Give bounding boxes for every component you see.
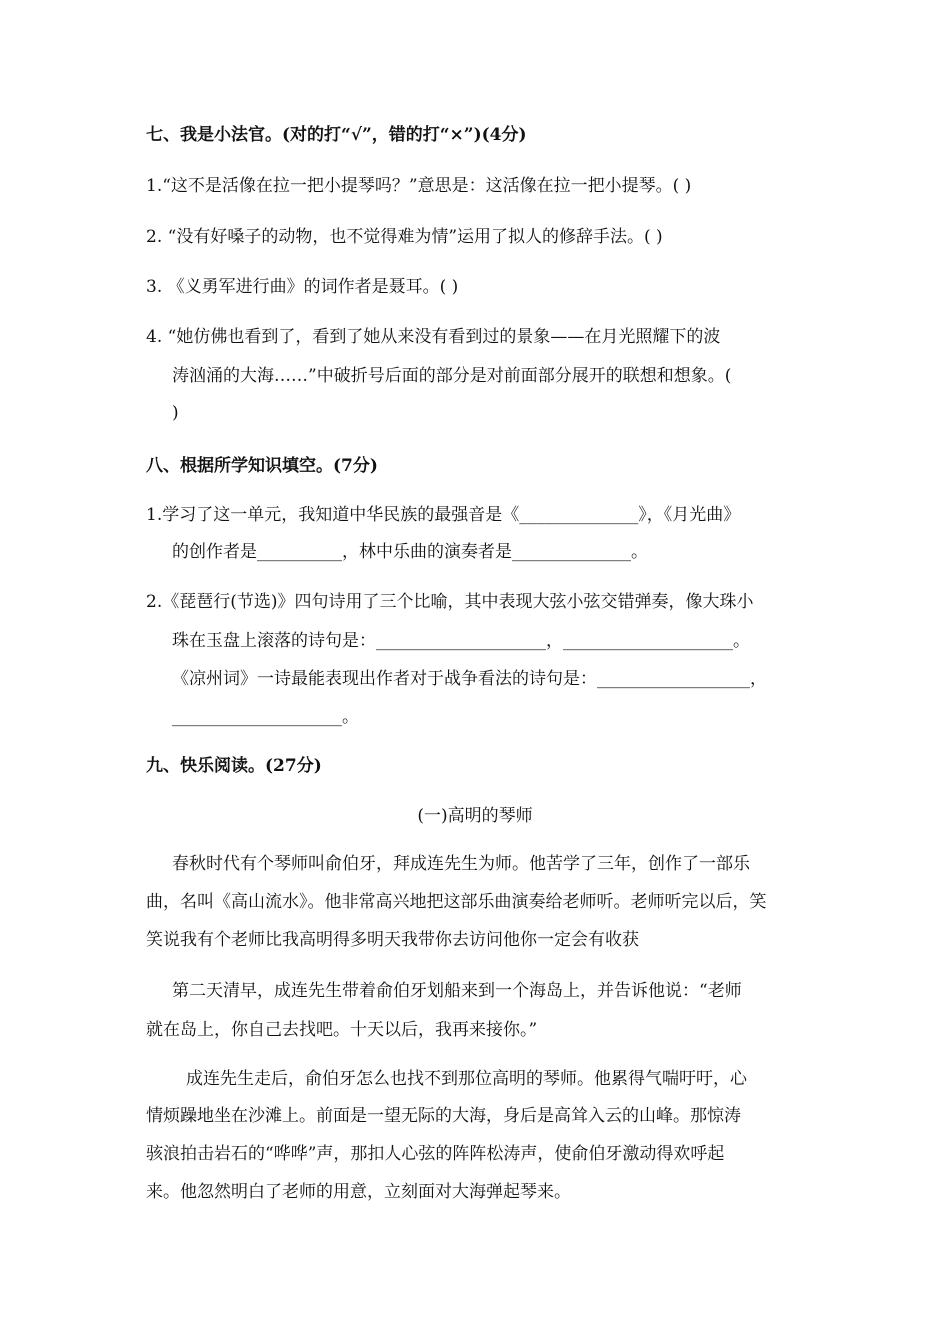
paragraph1-line2: 曲，名叫《高山流水》。他非常高兴地把这部乐曲演奏给老师听。老师听完以后，笑 [146,892,767,912]
section8-heading: 八、根据所学知识填空。(7分) [146,456,378,476]
paragraph2-line2: 就在岛上，你自己去找吧。十天以后，我再来接你。” [146,1020,538,1040]
paragraph1-line3: 笑说我有个老师比我高明得多明天我带你去访问他你一定会有收获 [146,930,639,950]
section8-q2-line4: ____________________。 [172,707,359,727]
section7-item-4-line2: 涛汹涌的大海……”中破折号后面的部分是对前面部分展开的联想和想象。( [172,366,732,386]
paragraph3-line3: 骇浪拍击岩石的“哗哗”声，那扣人心弦的阵阵松涛声，使俞伯牙激动得欢呼起 [146,1144,725,1164]
paragraph3-line2: 情烦躁地坐在沙滩上。前面是一望无际的大海，身后是高耸入云的山峰。那惊涛 [146,1106,741,1126]
section8-q2-line3: 《凉州词》一诗最能表现出作者对于战争看法的诗句是：__________________， [172,669,767,689]
paragraph1-line1: 春秋时代有个琴师叫俞伯牙，拜成连先生为师。他苦学了三年，创作了一部乐 [172,854,750,874]
section8-q2-line1: 2.《琵琶行(节选)》四句诗用了三个比喻，其中表现大弦小弦交错弹奏，像大珠小 [146,592,754,612]
section7-item-4-line1: 4. “她仿佛也看到了，看到了她从来没有看到过的景象——在月光照耀下的波 [146,327,721,347]
section7-heading: 七、我是小法官。(对的打“√”，错的打“×”)(4分) [146,125,527,145]
section8-q1-line2: 的创作者是__________，林中乐曲的演奏者是______________。 [172,542,648,562]
section7-item-3: 3. 《义勇军进行曲》的词作者是聂耳。( ) [146,277,459,297]
paragraph3-line1: 成连先生走后，俞伯牙怎么也找不到那位高明的琴师。他累得气喘吁吁，心 [186,1069,747,1089]
section9-heading: 九、快乐阅读。(27分) [146,756,322,776]
reading-title: (一)高明的琴师 [417,806,533,826]
section8-q1-line1: 1.学习了这一单元，我知道中华民族的最强音是《______________》，《月光曲》 [146,505,741,525]
paragraph2-line1: 第二天清早，成连先生带着俞伯牙划船来到一个海岛上，并告诉他说：“老师 [172,981,742,1001]
section8-q2-line2: 珠在玉盘上滚落的诗句是：____________________，____________________。 [172,631,750,651]
section7-item-2: 2. “没有好嗓子的动物，也不觉得难为情”运用了拟人的修辞手法。( ) [146,227,663,247]
section7-item-4-line3: ) [172,403,179,423]
paragraph3-line4: 来。他忽然明白了老师的用意，立刻面对大海弹起琴来。 [146,1182,571,1202]
section7-item-1: 1.“这不是活像在拉一把小提琴吗？”意思是：这活像在拉一把小提琴。( ) [146,176,692,196]
